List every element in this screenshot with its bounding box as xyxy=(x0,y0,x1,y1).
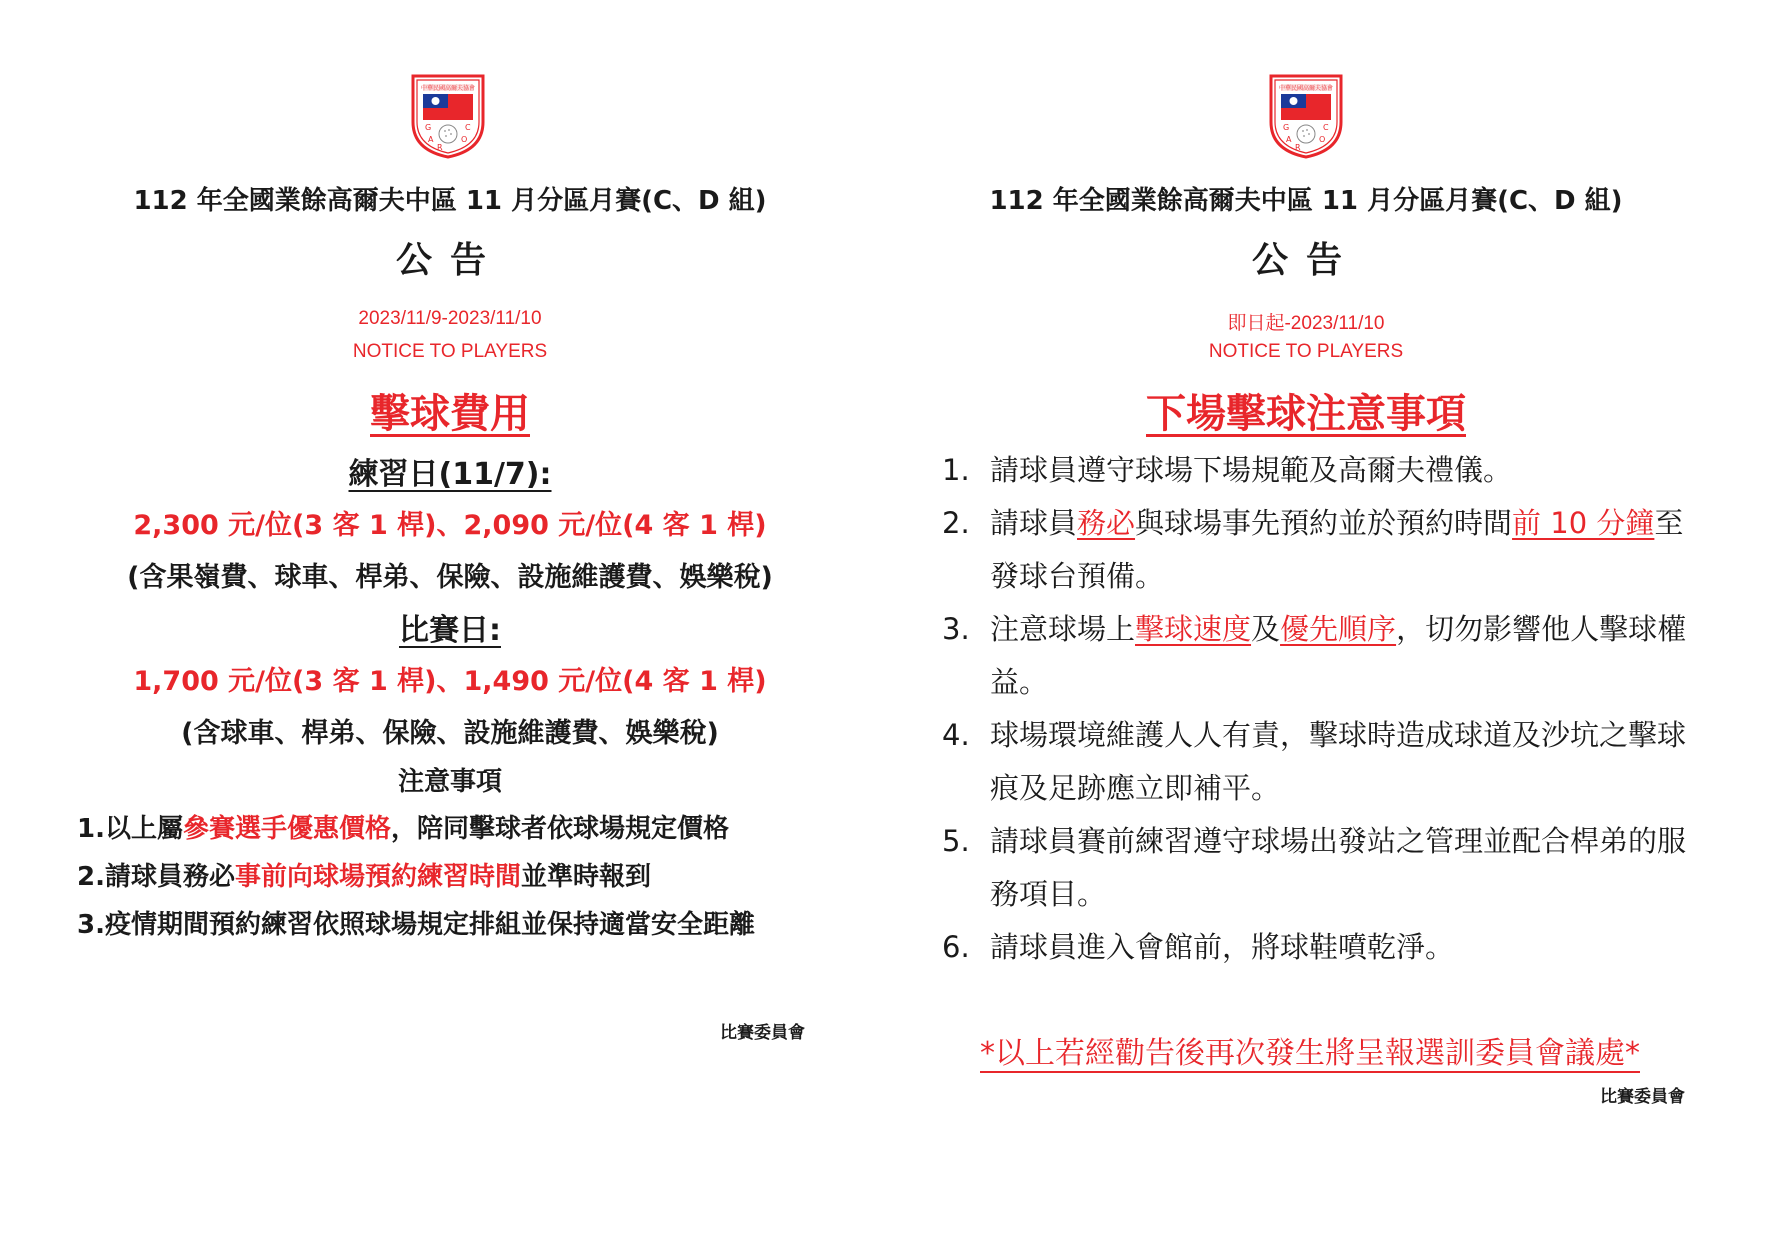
rule-number: 5. xyxy=(942,824,970,858)
practice-day-includes: (含果嶺費、球車、桿弟、保險、設施維護費、娛樂稅) xyxy=(127,562,773,593)
rule-text-part: 及 xyxy=(1251,612,1281,646)
warning-notice: *以上若經勸告後再次發生將呈報選訓委員會議處* xyxy=(980,1036,1640,1071)
rule-item xyxy=(938,709,1698,815)
svg-text:O: O xyxy=(461,135,468,144)
logo-caption: 中華民國高爾夫協會 xyxy=(420,85,476,92)
rule-text: 請球員進入會館前，將球鞋噴乾淨。 xyxy=(990,930,1455,964)
date-range: 2023/11/9-2023/11/10 xyxy=(358,308,542,329)
svg-text:G: G xyxy=(1283,123,1290,132)
committee-signature: 比賽委員會 xyxy=(1600,1087,1685,1107)
rule-highlight: 擊球速度 xyxy=(1135,612,1252,646)
note-2 xyxy=(77,856,651,893)
rule-item xyxy=(938,603,1698,709)
rule-text xyxy=(990,603,1698,709)
rule-highlight: 務必 xyxy=(1077,506,1136,540)
svg-text:C: C xyxy=(1323,123,1329,132)
announcement-label: 公告 xyxy=(395,240,504,281)
svg-text:A: A xyxy=(1286,135,1292,144)
announcement-label: 公告 xyxy=(1251,240,1360,281)
practice-day-heading: 練習日(11/7): xyxy=(348,457,552,492)
note-2-highlight: 事前向球場預約練習時間 xyxy=(234,862,521,892)
section-heading-rules: 下場擊球注意事項 xyxy=(1146,391,1466,437)
rule-text-part: 至發球台預備。 xyxy=(990,506,1684,593)
committee-signature: 比賽委員會 xyxy=(720,1023,805,1043)
svg-text:O: O xyxy=(1319,135,1326,144)
garoc-logo xyxy=(1265,70,1347,160)
rule-text-part: 請球員 xyxy=(990,506,1078,540)
rule-text: 球場環境維護人人有責，擊球時造成球道及沙坑之擊球痕及足跡應立即補平。 xyxy=(990,718,1687,805)
rule-text-part: 注意球場上 xyxy=(990,612,1136,646)
svg-text:G: G xyxy=(425,123,432,132)
notes-heading: 注意事項 xyxy=(397,767,502,797)
rule-item xyxy=(938,921,1698,974)
rule-highlight: 優先順序 xyxy=(1280,612,1397,646)
rule-number: 1. xyxy=(942,453,970,487)
garoc-logo xyxy=(407,70,489,160)
rule-text: 請球員遵守球場下場規範及高爾夫禮儀。 xyxy=(990,453,1513,487)
section-heading-fees: 擊球費用 xyxy=(370,391,530,437)
right-notice-panel xyxy=(900,0,1766,1241)
rule-item xyxy=(938,497,1698,603)
svg-text:A: A xyxy=(428,135,434,144)
notice-to-players: NOTICE TO PLAYERS xyxy=(352,341,548,362)
rule-number: 6. xyxy=(942,930,970,964)
match-day-heading: 比賽日: xyxy=(399,613,501,648)
note-1 xyxy=(77,808,729,845)
notice-to-players: NOTICE TO PLAYERS xyxy=(1208,341,1404,362)
note-3: 3.疫情期間預約練習依照球場規定排組並保持適當安全距離 xyxy=(77,910,755,940)
note-1-text: 1.以上屬 xyxy=(77,814,183,844)
note-2-tail: 並準時報到 xyxy=(520,862,651,892)
rule-text-part: ，切勿影響他人擊球權益。 xyxy=(990,612,1687,699)
note-1-tail: ，陪同擊球者依球場規定價格 xyxy=(390,814,729,844)
svg-text:R: R xyxy=(1295,143,1301,152)
match-day-includes: (含球車、桿弟、保險、設施維護費、娛樂稅) xyxy=(181,718,719,749)
rule-number: 2. xyxy=(942,506,970,540)
rule-text xyxy=(990,497,1698,603)
match-day-price: 1,700 元/位(3 客 1 桿)、1,490 元/位(4 客 1 桿) xyxy=(133,666,767,697)
rule-number: 3. xyxy=(942,612,970,646)
rule-highlight: 前 10 分鐘 xyxy=(1512,506,1655,540)
page-title: 112 年全國業餘高爾夫中區 11 月分區月賽(C、D 組) xyxy=(989,186,1623,216)
logo-caption: 中華民國高爾夫協會 xyxy=(1278,85,1334,92)
rule-text: 請球員賽前練習遵守球場出發站之管理並配合桿弟的服務項目。 xyxy=(990,824,1687,911)
note-1-highlight: 參賽選手優惠價格 xyxy=(182,814,391,844)
practice-day-price: 2,300 元/位(3 客 1 桿)、2,090 元/位(4 客 1 桿) xyxy=(133,510,767,541)
date-range: 即日起-2023/11/10 xyxy=(1227,313,1385,334)
rule-text-part: 與球場事先預約並於預約時間 xyxy=(1135,506,1513,540)
rules-list xyxy=(938,444,1698,974)
rule-number: 4. xyxy=(942,718,970,752)
page-title: 112 年全國業餘高爾夫中區 11 月分區月賽(C、D 組) xyxy=(133,186,767,216)
rule-item xyxy=(938,444,1698,497)
note-2-text: 2.請球員務必 xyxy=(77,862,235,892)
svg-text:C: C xyxy=(465,123,471,132)
svg-text:R: R xyxy=(437,143,443,152)
rule-item xyxy=(938,815,1698,921)
